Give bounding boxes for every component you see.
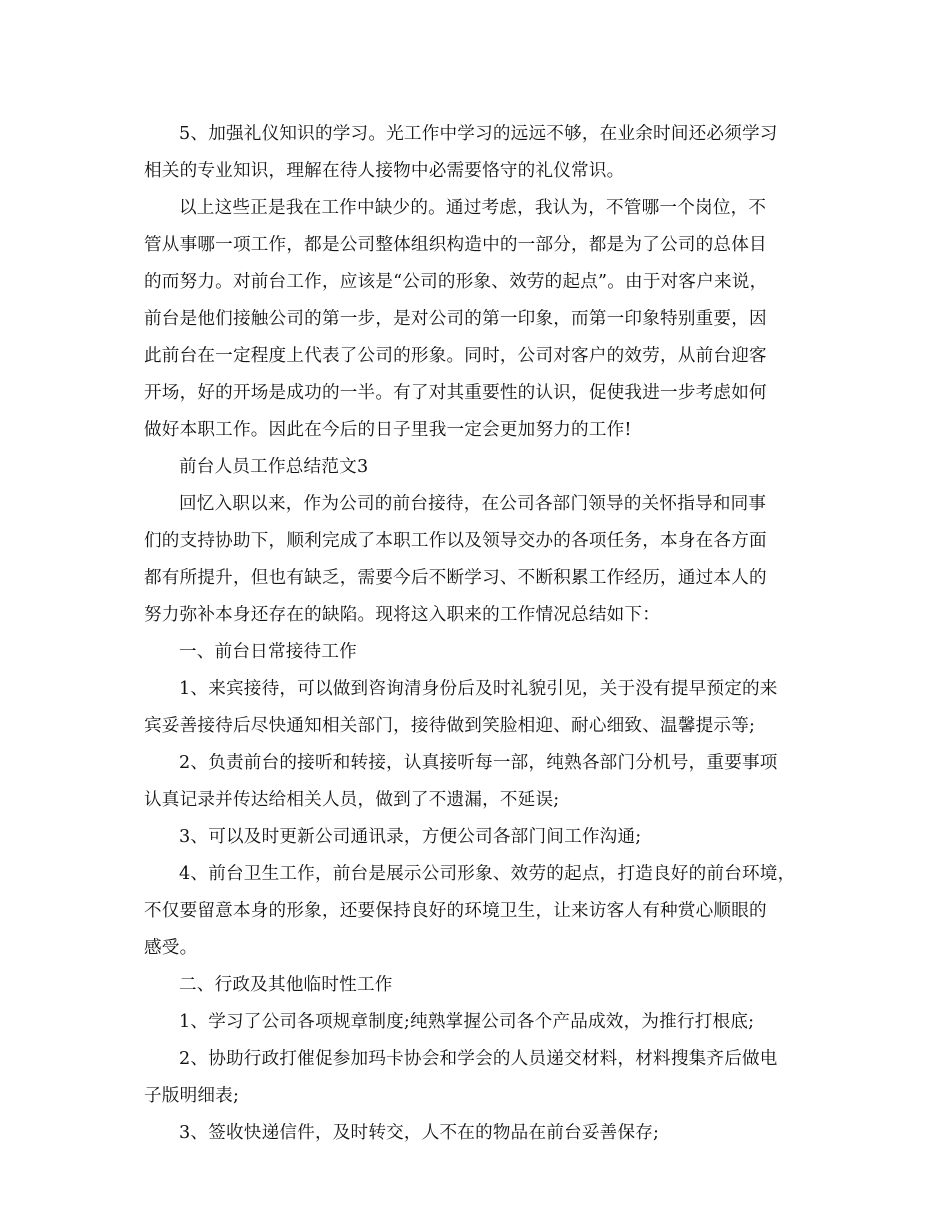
paragraph-line: 管从事哪一项工作，都是公司整体组织构造中的一部分，都是为了公司的总体目 [144,235,767,255]
section-heading: 二、行政及其他临时性工作 [179,975,393,995]
section-heading: 一、前台日常接待工作 [179,642,357,662]
list-item-line: 宾妥善接待后尽快通知相关部门，接待做到笑脸相迎、耐心细致、温馨提示等; [144,716,756,736]
paragraph-line: 们的支持协助下，顺利完成了本职工作以及领导交办的各项任务，本身在各方面 [144,531,767,551]
list-item-line: 1、来宾接待，可以做到咨询清身份后及时礼貌引见，关于没有提早预定的来 [179,679,778,699]
paragraph-line: 回忆入职以来，作为公司的前台接待，在公司各部门领导的关怀指导和同事 [179,494,767,514]
list-item-line: 认真记录并传达给相关人员，做到了不遗漏，不延误; [144,790,560,810]
paragraph-line: 努力弥补本身还存在的缺陷。现将这入职来的工作情况总结如下： [144,605,661,625]
list-item-line: 3、签收快递信件，及时转交，人不在的物品在前台妥善保存; [179,1123,660,1143]
list-item-line: 3、可以及时更新公司通讯录，方便公司各部门间工作沟通; [179,827,642,847]
list-item-line: 2、负责前台的接听和转接，认真接听每一部，纯熟各部门分机号，重要事项 [179,753,778,773]
document-body [144,116,808,1152]
paragraph-line: 前台是他们接触公司的第一步，是对公司的第一印象，而第一印象特别重要，因 [144,309,767,329]
paragraph-line: 此前台在一定程度上代表了公司的形象。同时，公司对客户的效劳，从前台迎客 [144,346,767,366]
section-title: 前台人员工作总结范文3 [179,457,369,477]
paragraph-line: 的而努力。对前台工作，应该是“公司的形象、效劳的起点”。由于对客户来说， [144,272,768,292]
paragraph-line: 相关的专业知识，理解在待人接物中必需要恪守的礼仪常识。 [144,161,625,181]
paragraph-line: 以上这些正是我在工作中缺少的。通过考虑，我认为，不管哪一个岗位，不 [179,198,767,218]
paragraph-line: 做好本职工作。因此在今后的日子里我一定会更加努力的工作! [144,420,632,440]
paragraph-line: 都有所提升，但也有缺乏，需要今后不断学习、不断积累工作经历，通过本人的 [144,568,767,588]
list-item-line: 1、学习了公司各项规章制度;纯熟掌握公司各个产品成效，为推行打根底; [179,1012,755,1032]
paragraph-line: 开场，好的开场是成功的一半。有了对其重要性的认识，促使我进一步考虑如何 [144,383,767,403]
list-item-line: 感受。 [144,938,198,958]
list-item-line: 不仅要留意本身的形象，还要保持良好的环境卫生，让来访客人有种赏心顺眼的 [144,901,767,921]
list-item-line: 子版明细表; [144,1086,240,1106]
list-item-line: 2、协助行政打催促参加玛卡协会和学会的人员递交材料，材料搜集齐后做电 [179,1049,778,1069]
paragraph-line: 5、加强礼仪知识的学习。光工作中学习的远远不够，在业余时间还必须学习 [179,124,778,144]
list-item-line: 4、前台卫生工作，前台是展示公司形象、效劳的起点，打造良好的前台环境， [179,864,796,884]
